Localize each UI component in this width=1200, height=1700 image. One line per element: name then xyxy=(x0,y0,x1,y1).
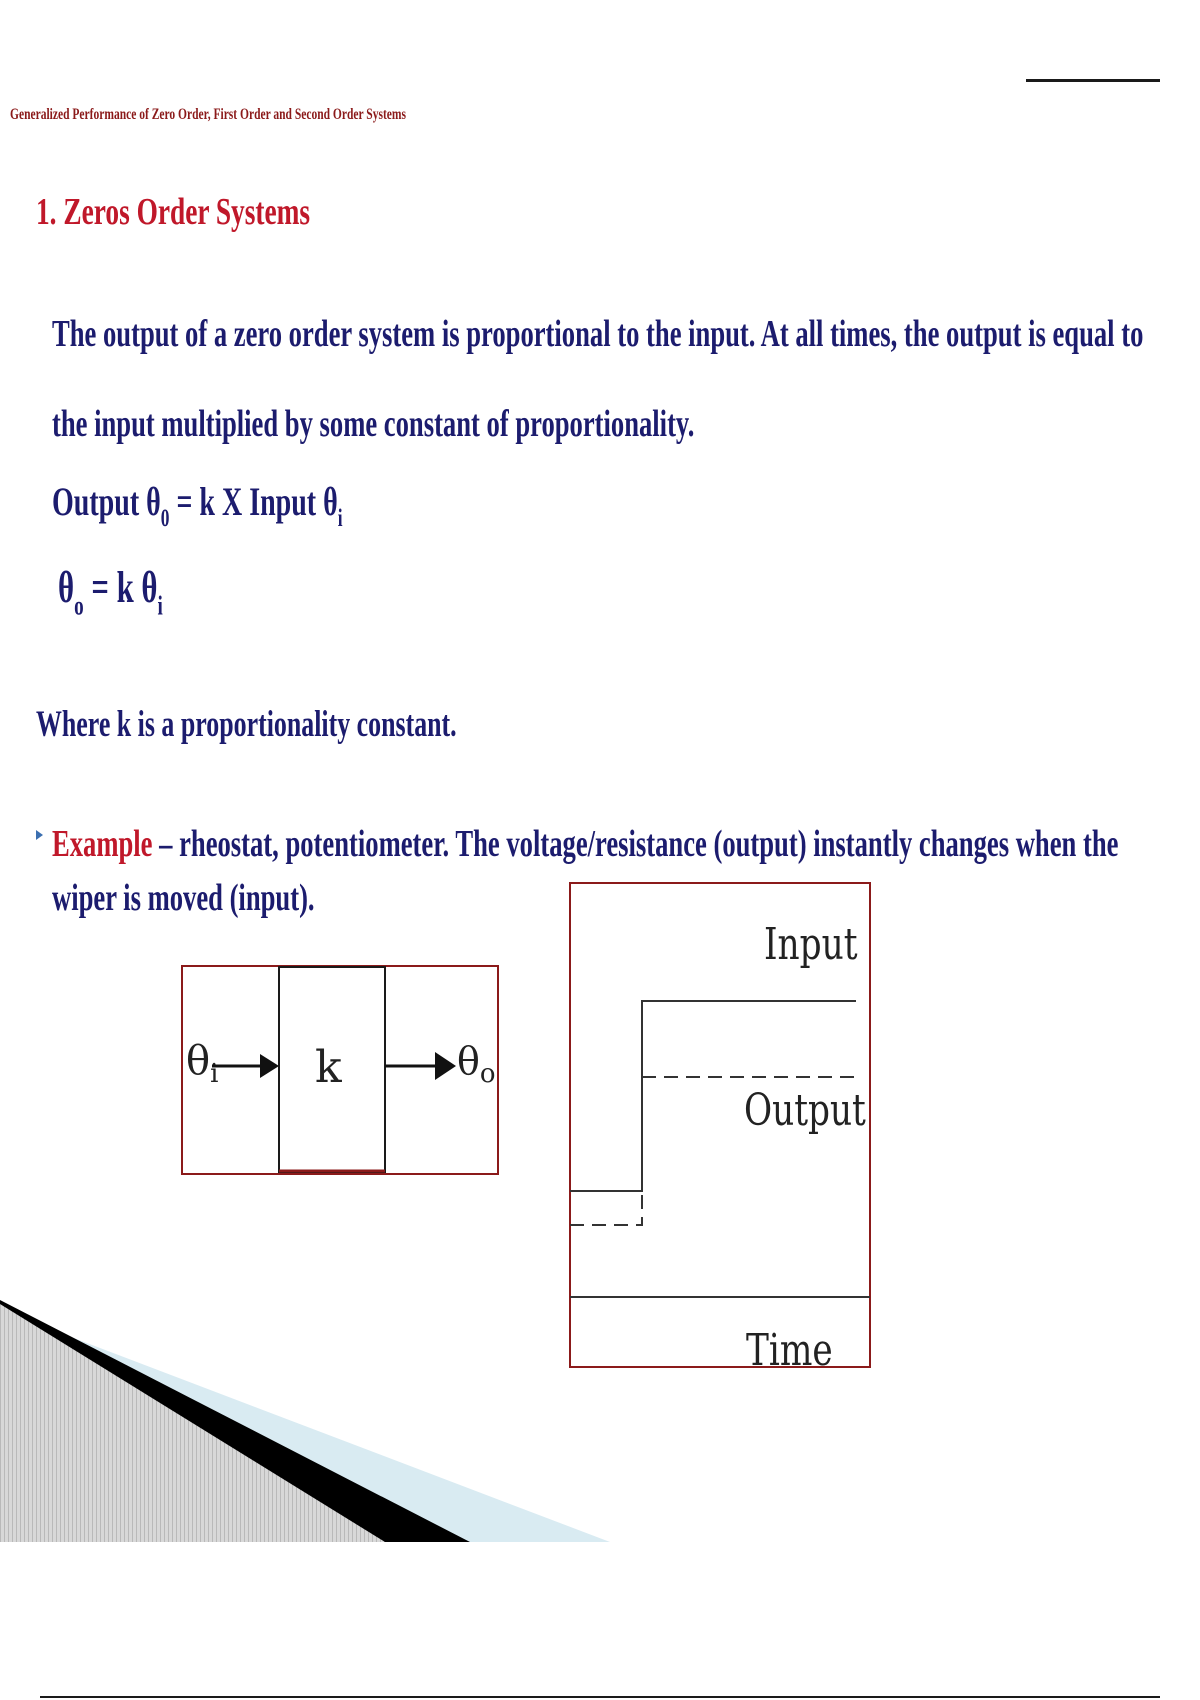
top-rule xyxy=(1026,79,1160,82)
equation-theta xyxy=(58,562,163,621)
equation-lhs: Output θ xyxy=(52,479,161,524)
equation-theta-sub-i: i xyxy=(157,590,163,621)
paragraph-line-2: the input multiplied by some constant of proportionality. xyxy=(52,403,695,445)
example-line-1 xyxy=(52,822,1118,866)
where-statement: Where k is a proportionality constant. xyxy=(36,704,457,745)
output-label: Output xyxy=(744,1084,866,1137)
example-label: Example xyxy=(52,823,153,865)
input-theta-label: $\theta_i$ xyxy=(186,1038,219,1089)
gain-label: k xyxy=(315,1042,342,1093)
example-line-2: wiper is moved (input). xyxy=(52,877,315,919)
decorative-corner-wedge xyxy=(0,1290,620,1550)
paragraph-line-1: The output of a zero order system is proportional to the input. At all times, the output is equal to xyxy=(52,313,1144,355)
equation-middle: = k X Input θ xyxy=(169,479,338,524)
input-label: Input xyxy=(764,918,858,971)
equation-rhs-subscript: i xyxy=(337,505,343,533)
bullet-arrow-icon xyxy=(36,830,43,840)
page-header: Generalized Performance of Zero Order, First Order and Second Order Systems xyxy=(10,106,406,123)
bottom-rule xyxy=(40,1696,1160,1698)
equation-lhs-subscript: 0 xyxy=(160,505,170,533)
equation-theta-symbol: θ xyxy=(58,563,75,612)
equation-theta-sub-o: o xyxy=(74,590,84,621)
equation-theta-middle: = k θ xyxy=(83,563,158,612)
example-text: – rheostat, potentiometer. The voltage/resistance (output) instantly changes when the xyxy=(152,823,1119,865)
time-label: Time xyxy=(746,1324,833,1369)
output-theta-label: $\theta_o$ xyxy=(457,1039,496,1089)
section-heading: 1. Zeros Order Systems xyxy=(36,191,311,233)
block-diagram xyxy=(180,964,500,1176)
equation-output-input xyxy=(52,478,343,533)
